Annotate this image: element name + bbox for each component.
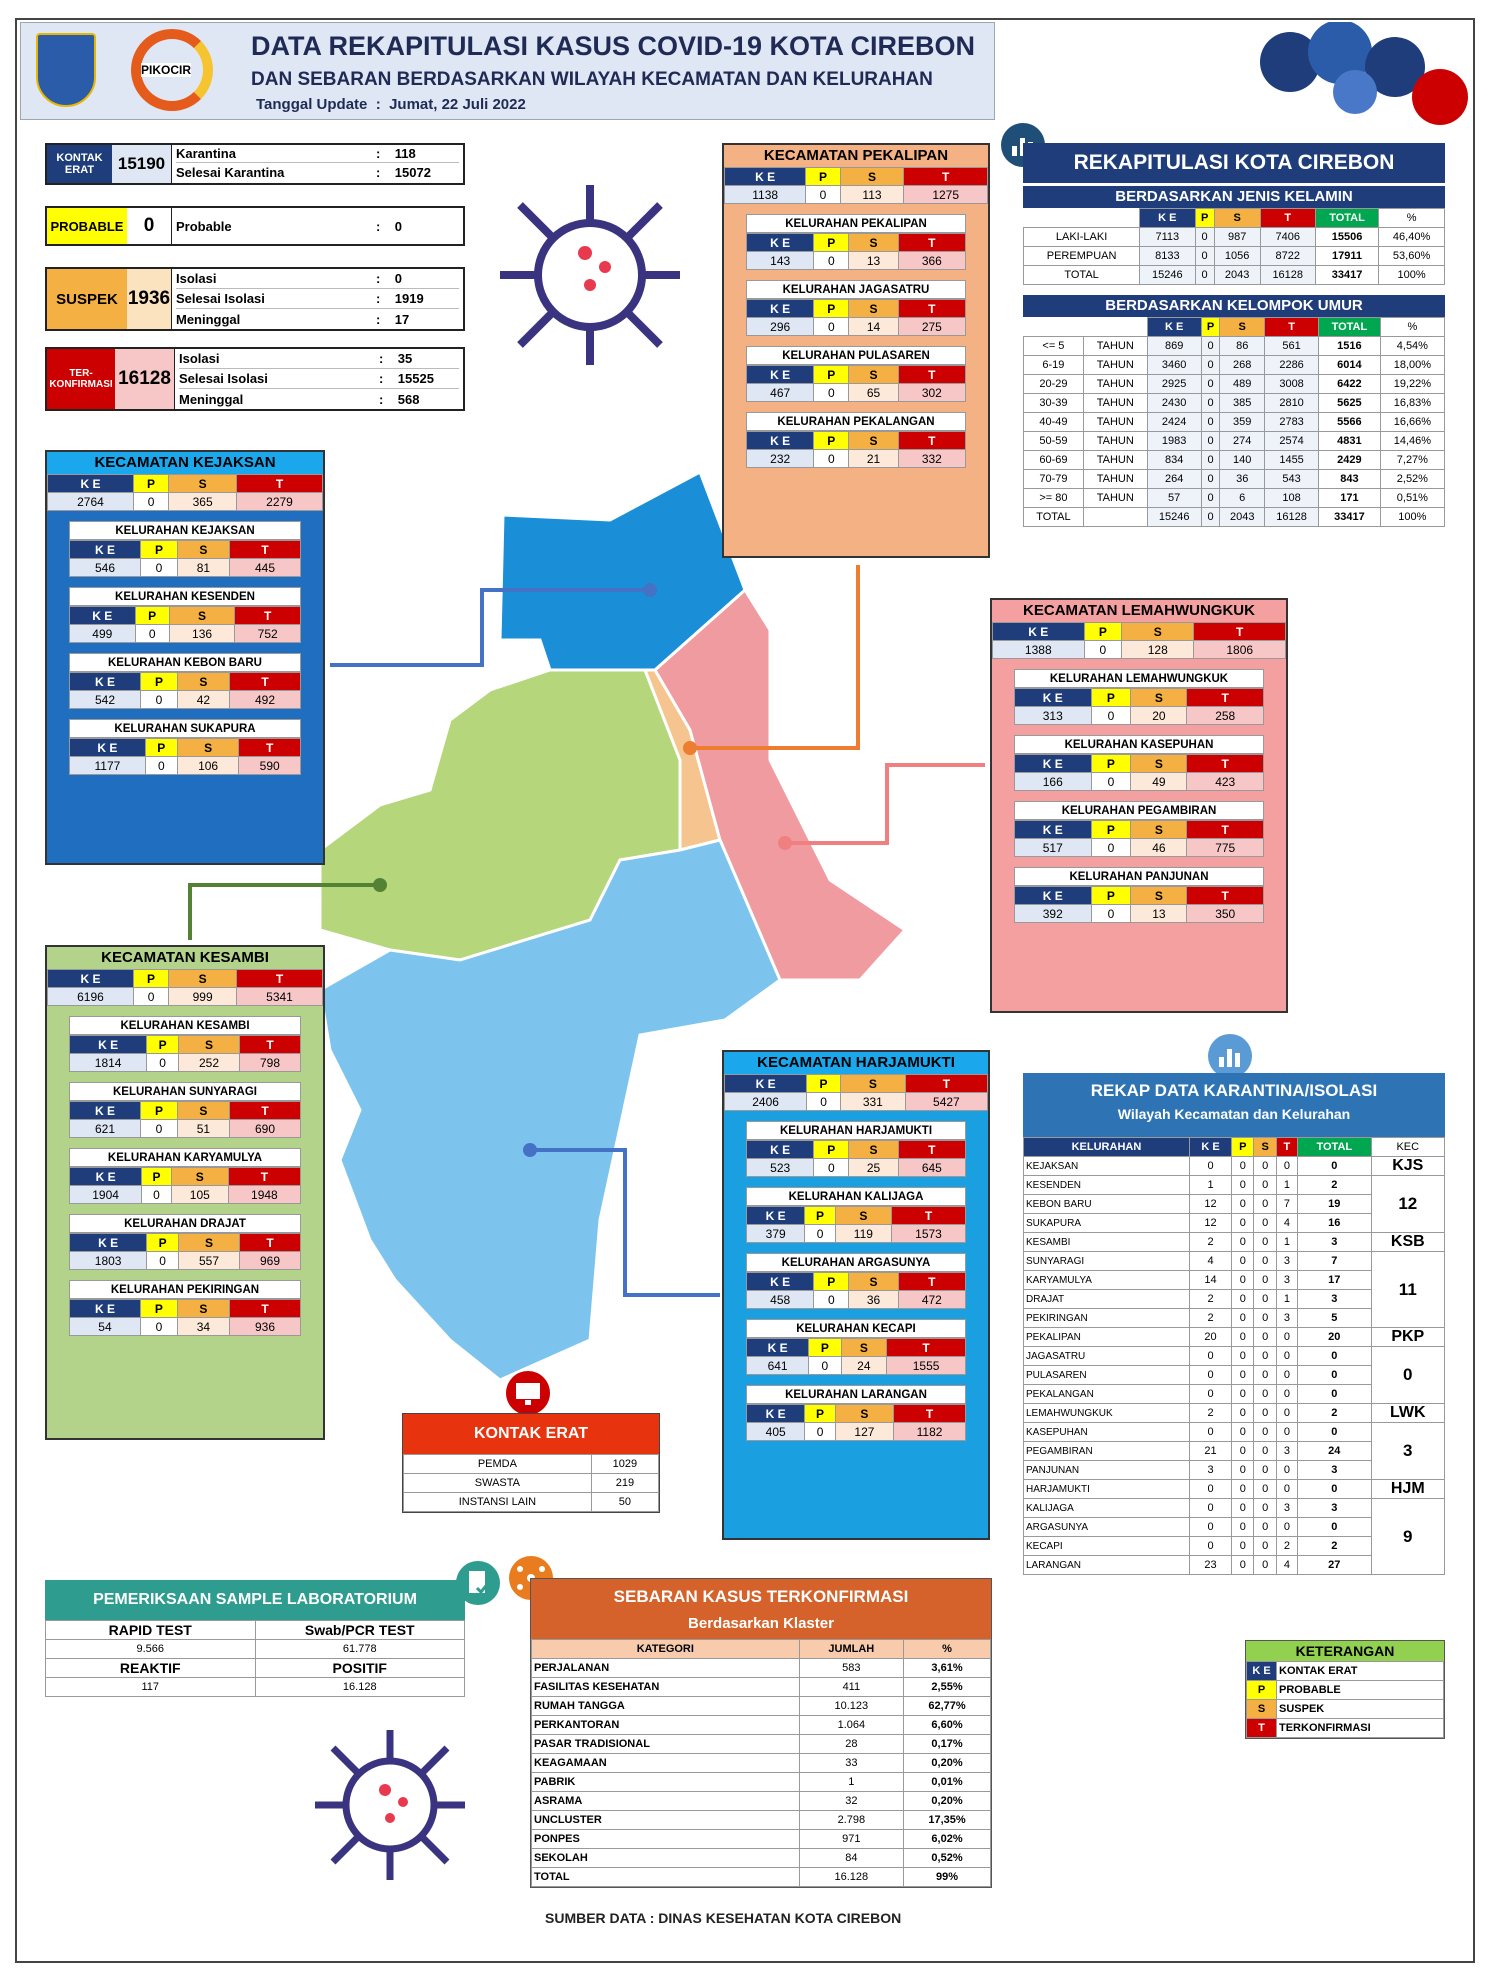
kelurahan-block: KELURAHAN PEKALIPAN K E P S T 143 0 13 366 [746,214,966,270]
table-row: KESAMBI 2 0 0 1 3 KSB [1024,1233,1445,1252]
table-row: TOTAL 15246 0 2043 16128 33417 100% [1024,266,1445,285]
kelurahan-title: KELURAHAN KECAPI [746,1319,966,1338]
kecamatan-kesambi-panel: KECAMATAN KESAMBI K E P S T 6196 0 999 5341 KELURAHAN KESAMBI K E P S T 1814 0 252 798 KELURAHAN SUNYARAGI K E P S T 621 0 51 690 KELURAHAN KARYAMULYA K E P S T 1904 0 105 1948 KELURAHAN DRAJAT K E P S T 1803 0 557 969 KELURAHAN PEKIRINGAN K E P S T 54 0 34 936 [45,945,325,1440]
table-row: PULASAREN 0 0 0 0 0 [1024,1366,1445,1385]
table-row: 50-59 TAHUN 1983 0 274 2574 4831 14,46% [1024,432,1445,451]
monitor-icon [505,1370,551,1416]
table-row: PEKALIPAN 20 0 0 0 20 PKP [1024,1328,1445,1347]
kecamatan-title: KECAMATAN KEJAKSAN [47,452,323,474]
kecamatan-title: KECAMATAN HARJAMUKTI [724,1052,988,1074]
legend-table [1246,1661,1444,1738]
kontak-erat-table [403,1454,659,1512]
legend-row: S SUSPEK [1247,1700,1444,1719]
probable-summary: PROBABLE 0 Probable : 0 [45,206,465,246]
karantina-panel [1023,1073,1445,1575]
kelurahan-title: KELURAHAN SUKAPURA [69,719,301,738]
kelurahan-block: KELURAHAN PULASAREN K E P S T 467 0 65 302 [746,346,966,402]
table-row: RUMAH TANGGA 10.123 62,77% [532,1697,991,1716]
kelurahan-block: KELURAHAN KESAMBI K E P S T 1814 0 252 798 [69,1016,301,1072]
table-row: <= 5 TAHUN 869 0 86 561 1516 4,54% [1024,337,1445,356]
kelurahan-block: KELURAHAN PEGAMBIRAN K E P S T 517 0 46 775 [1014,801,1264,857]
table-row: PEKALANGAN 0 0 0 0 0 [1024,1385,1445,1404]
table-row: TOTAL 15246 0 2043 16128 33417 100% [1024,508,1445,527]
kelurahan-title: KELURAHAN KARYAMULYA [69,1148,301,1167]
kelurahan-block: KELURAHAN ARGASUNYA K E P S T 458 0 36 472 [746,1253,966,1309]
table-row: PEMDA 1029 [404,1455,659,1474]
legend-row: P PROBABLE [1247,1681,1444,1700]
table-row: ARGASUNYA 0 0 0 0 0 [1024,1518,1445,1537]
table-row: HARJAMUKTI 0 0 0 0 0 HJM [1024,1480,1445,1499]
table-row: 60-69 TAHUN 834 0 140 1455 2429 7,27% [1024,451,1445,470]
kelurahan-title: KELURAHAN PEKALIPAN [746,214,966,233]
rekap-gender-title: BERDASARKAN JENIS KELAMIN [1023,186,1445,208]
kelurahan-block: KELURAHAN SUNYARAGI K E P S T 621 0 51 690 [69,1082,301,1138]
kelurahan-block: KELURAHAN KESENDEN K E P S T 499 0 136 752 [69,587,301,643]
table-row: JAGASATRU 0 0 0 0 0 0 [1024,1347,1445,1366]
kelurahan-block: KELURAHAN KALIJAGA K E P S T 379 0 119 1573 [746,1187,966,1243]
kelurahan-title: KELURAHAN LEMAHWUNGKUK [1014,669,1264,688]
legend-row: K E KONTAK ERAT [1247,1662,1444,1681]
kelurahan-title: KELURAHAN DRAJAT [69,1214,301,1233]
table-row: INSTANSI LAIN 50 [404,1493,659,1512]
table-row: PEKIRINGAN 2 0 0 3 5 [1024,1309,1445,1328]
table-row: FASILITAS KESEHATAN 411 2,55% [532,1678,991,1697]
lab-title: PEMERIKSAAN SAMPLE LABORATORIUM [45,1580,465,1620]
terkonfirmasi-summary: TER-KONFIRMASI 16128 Isolasi : 35 Selesai Isolasi : 15525 Meninggal : 568 [45,347,465,411]
kelurahan-block: KELURAHAN KASEPUHAN K E P S T 166 0 49 423 [1014,735,1264,791]
table-row: DRAJAT 2 0 0 1 3 [1024,1290,1445,1309]
table-row: KESENDEN 1 0 0 1 2 12 [1024,1176,1445,1195]
table-row: 20-29 TAHUN 2925 0 489 3008 6422 19,22% [1024,375,1445,394]
table-row: SEKOLAH 84 0,52% [532,1849,991,1868]
table-row: KEJAKSAN 0 0 0 0 0 KJS [1024,1157,1445,1176]
table-row: PABRIK 1 0,01% [532,1773,991,1792]
rekap-age-title: BERDASARKAN KELOMPOK UMUR [1023,295,1445,317]
kelurahan-title: KELURAHAN KEBON BARU [69,653,301,672]
page-title: DATA REKAPITULASI KASUS COVID-19 KOTA CIREBON [251,31,976,61]
kelurahan-block: KELURAHAN DRAJAT K E P S T 1803 0 557 969 [69,1214,301,1270]
table-row: PEGAMBIRAN 21 0 0 3 24 [1024,1442,1445,1461]
lab-panel [45,1580,465,1697]
kelurahan-block: KELURAHAN SUKAPURA K E P S T 1177 0 106 590 [69,719,301,775]
kecamatan-title: KECAMATAN KESAMBI [47,947,323,969]
rekap-title: REKAPITULASI KOTA CIREBON [1023,143,1445,183]
kelurahan-title: KELURAHAN PEKALANGAN [746,412,966,431]
logo-text: PIKOCIR [141,63,192,77]
source-note: SUMBER DATA : DINAS KESEHATAN KOTA CIREBON [545,1910,902,1926]
lab-table: RAPID TEST Swab/PCR TEST 9.566 61.778 REAKTIF POSITIF 117 16.128 [45,1620,465,1697]
table-row: SUNYARAGI 4 0 0 3 7 11 [1024,1252,1445,1271]
kelurahan-title: KELURAHAN KESAMBI [69,1016,301,1035]
klaster-header: SEBARAN KASUS TERKONFIRMASI Berdasarkan Klaster [531,1579,991,1639]
legend-row: T TERKONFIRMASI [1247,1719,1444,1738]
table-row: KEBON BARU 12 0 0 7 19 [1024,1195,1445,1214]
table-row: PONPES 971 6,02% [532,1830,991,1849]
table-row: 70-79 TAHUN 264 0 36 543 843 2,52% [1024,470,1445,489]
kelurahan-block: KELURAHAN KEJAKSAN K E P S T 546 0 81 445 [69,521,301,577]
kelurahan-block: KELURAHAN PEKALANGAN K E P S T 232 0 21 332 [746,412,966,468]
legend-panel [1245,1640,1445,1739]
kelurahan-block: KELURAHAN KECAPI K E P S T 641 0 24 1555 [746,1319,966,1375]
kecamatan-kejaksan-panel: KECAMATAN KEJAKSAN K E P S T 2764 0 365 2279 KELURAHAN KEJAKSAN K E P S T 546 0 81 445 KELURAHAN KESENDEN K E P S T 499 0 136 752 KELURAHAN KEBON BARU K E P S T 542 0 42 492 KELURAHAN SUKAPURA K E P S T 1177 0 106 590 [45,450,325,865]
table-row: PEREMPUAN 8133 0 1056 8722 17911 53,60% [1024,247,1445,266]
table-row: TOTAL 16.128 99% [532,1868,991,1887]
karantina-header: REKAP DATA KARANTINA/ISOLASI Wilayah Kecamatan dan Kelurahan [1023,1073,1445,1137]
kelurahan-title: KELURAHAN PULASAREN [746,346,966,365]
suspek-summary: SUSPEK 1936 Isolasi : 0 Selesai Isolasi : 1919 Meninggal : 17 [45,267,465,331]
kecamatan-title: KECAMATAN LEMAHWUNGKUK [992,600,1286,622]
table-row: KARYAMULYA 14 0 0 3 17 [1024,1271,1445,1290]
kontak-erat-title: KONTAK ERAT [403,1414,659,1454]
kelurahan-block: KELURAHAN HARJAMUKTI K E P S T 523 0 25 645 [746,1121,966,1177]
table-row: 30-39 TAHUN 2430 0 385 2810 5625 16,83% [1024,394,1445,413]
kelurahan-block: KELURAHAN PANJUNAN K E P S T 392 0 13 350 [1014,867,1264,923]
kelurahan-title: KELURAHAN HARJAMUKTI [746,1121,966,1140]
kecamatan-lemahwungkuk-panel: KECAMATAN LEMAHWUNGKUK K E P S T 1388 0 128 1806 KELURAHAN LEMAHWUNGKUK K E P S T 313 0 20 258 KELURAHAN KASEPUHAN K E P S T 166 0 49 423 KELURAHAN PEGAMBIRAN K E P S T 517 0 46 775 KELURAHAN PANJUNAN K E P S T 392 0 13 350 [990,598,1288,1013]
kelurahan-block: KELURAHAN PEKIRINGAN K E P S T 54 0 34 936 [69,1280,301,1336]
table-row: LEMAHWUNGKUK 2 0 0 0 2 LWK [1024,1404,1445,1423]
rekap-panel [1023,143,1445,527]
kelurahan-title: KELURAHAN KASEPUHAN [1014,735,1264,754]
rekap-gender-table: K E P S T TOTAL % LAKI-LAKI 7113 0 987 7406 15506 46,40% PEREMPUAN 8133 0 1056 8722 17911 53,60% TOTAL 15246 0 2043 16128 33417 100% [1023,208,1445,285]
kontak-erat-summary: KONTAK ERAT 15190 Karantina : 118 Selesai Karantina : 15072 [45,143,465,185]
table-row: UNCLUSTER 2.798 17,35% [532,1811,991,1830]
page-subtitle: DAN SEBARAN BERDASARKAN WILAYAH KECAMATAN DAN KELURAHAN [251,69,933,90]
table-row: PERKANTORAN 1.064 6,60% [532,1716,991,1735]
kecamatan-pekalipan-panel: KECAMATAN PEKALIPAN K E P S T 1138 0 113 1275 KELURAHAN PEKALIPAN K E P S T 143 0 13 366 KELURAHAN JAGASATRU K E P S T 296 0 14 275 KELURAHAN PULASAREN K E P S T 467 0 65 302 KELURAHAN PEKALANGAN K E P S T 232 0 21 332 [722,143,990,558]
table-row: KALIJAGA 0 0 0 3 3 9 [1024,1499,1445,1518]
kelurahan-title: KELURAHAN KEJAKSAN [69,521,301,540]
table-row: 40-49 TAHUN 2424 0 359 2783 5566 16,66% [1024,413,1445,432]
table-row: PERJALANAN 583 3,61% [532,1659,991,1678]
kelurahan-block: KELURAHAN LEMAHWUNGKUK K E P S T 313 0 20 258 [1014,669,1264,725]
table-row: SWASTA 219 [404,1474,659,1493]
table-row: ASRAMA 32 0,20% [532,1792,991,1811]
table-row: >= 80 TAHUN 57 0 6 108 171 0,51% [1024,489,1445,508]
klaster-table: KATEGORI JUMLAH % PERJALANAN 583 3,61% FASILITAS KESEHATAN 411 2,55% RUMAH TANGGA 10.123 62,77% PERKANTORAN 1.064 6,60% PASAR TRADISIONAL 28 0,17% KEAGAMAAN 33 0,20% PABRIK 1 0,01% ASRAMA 32 0,20% UNCLUSTER 2.798 17,35% PONPES 971 6,02% SEKOLAH 84 0,52% TOTAL 16.128 99% [531,1639,991,1887]
rekap-age-table: K E P S T TOTAL % <= 5 TAHUN 869 0 86 561 1516 4,54% 6-19 TAHUN 3460 0 268 2286 6014 18,00% 20-29 TAHUN 2925 0 489 3008 6422 19,22% 30-39 TAHUN 2430 0 385 2810 5625 16,83% 40-49 TAHUN 2424 0 359 2783 5566 16,66% 50-59 TAHUN 1983 0 274 2574 4831 14,46% 60-69 TAHUN 834 0 140 1455 2429 7,27% 70-79 TAHUN 264 0 36 543 843 2,52% >= 80 TAHUN 57 0 6 108 171 0,51% TOTAL 15246 0 2043 16128 33417 100% [1023,317,1445,527]
kelurahan-title: KELURAHAN KALIJAGA [746,1187,966,1206]
table-row: KECAPI 0 0 0 2 2 [1024,1537,1445,1556]
kontak-erat-panel [402,1413,660,1513]
legend-title: KETERANGAN [1246,1641,1444,1661]
table-row: PASAR TRADISIONAL 28 0,17% [532,1735,991,1754]
table-row: LARANGAN 23 0 0 4 27 [1024,1556,1445,1575]
kecamatan-title: KECAMATAN PEKALIPAN [724,145,988,167]
table-row: PANJUNAN 3 0 0 0 3 [1024,1461,1445,1480]
kelurahan-title: KELURAHAN SUNYARAGI [69,1082,301,1101]
klaster-panel [530,1578,992,1888]
kelurahan-block: KELURAHAN KARYAMULYA K E P S T 1904 0 105 1948 [69,1148,301,1204]
update-date: Tanggal Update : Jumat, 22 Juli 2022 [256,96,526,113]
kelurahan-title: KELURAHAN PANJUNAN [1014,867,1264,886]
kelurahan-title: KELURAHAN KESENDEN [69,587,301,606]
kecamatan-harjamukti-panel: KECAMATAN HARJAMUKTI K E P S T 2406 0 331 5427 KELURAHAN HARJAMUKTI K E P S T 523 0 25 645 KELURAHAN KALIJAGA K E P S T 379 0 119 1573 KELURAHAN ARGASUNYA K E P S T 458 0 36 472 KELURAHAN KECAPI K E P S T 641 0 24 1555 KELURAHAN LARANGAN K E P S T 405 0 127 1182 [722,1050,990,1540]
karantina-table: KELURAHAN K E P S T TOTAL KEC KEJAKSAN 0 0 0 0 0 KJS KESENDEN 1 0 0 1 2 12 KEBON BARU 12 0 0 7 19 SUKAPURA 12 0 0 4 16 KESAMBI 2 0 0 1 3 KSB SUNYARAGI 4 0 0 3 7 11 KARYAMULYA 14 0 0 3 17 DRAJAT 2 0 0 1 3 PEKIRINGAN 2 0 0 3 5 PEKALIPAN 20 0 0 0 20 PKP JAGASATRU 0 0 0 0 0 0 PULASAREN 0 0 0 0 0 PEKALANGAN 0 0 0 0 0 LEMAHWUNGKUK 2 0 0 0 2 LWK KASEPUHAN 0 0 0 0 0 3 PEGAMBIRAN 21 0 0 3 24 PANJUNAN 3 0 0 0 3 HARJAMUKTI 0 0 0 0 0 HJM KALIJAGA 0 0 0 3 3 9 ARGASUNYA 0 0 0 0 0 KECAPI 0 0 0 2 2 LARANGAN 23 0 0 4 27 [1023,1137,1445,1575]
table-row: 6-19 TAHUN 3460 0 268 2286 6014 18,00% [1024,356,1445,375]
table-row: KASEPUHAN 0 0 0 0 0 3 [1024,1423,1445,1442]
table-row: SUKAPURA 12 0 0 4 16 [1024,1214,1445,1233]
table-row: KEAGAMAAN 33 0,20% [532,1754,991,1773]
kelurahan-title: KELURAHAN LARANGAN [746,1385,966,1404]
table-row: LAKI-LAKI 7113 0 987 7406 15506 46,40% [1024,228,1445,247]
kelurahan-title: KELURAHAN JAGASATRU [746,280,966,299]
kelurahan-block: KELURAHAN JAGASATRU K E P S T 296 0 14 275 [746,280,966,336]
kelurahan-block: KELURAHAN LARANGAN K E P S T 405 0 127 1182 [746,1385,966,1441]
kelurahan-block: KELURAHAN KEBON BARU K E P S T 542 0 42 492 [69,653,301,709]
kelurahan-title: KELURAHAN PEGAMBIRAN [1014,801,1264,820]
kelurahan-title: KELURAHAN PEKIRINGAN [69,1280,301,1299]
kelurahan-title: KELURAHAN ARGASUNYA [746,1253,966,1272]
